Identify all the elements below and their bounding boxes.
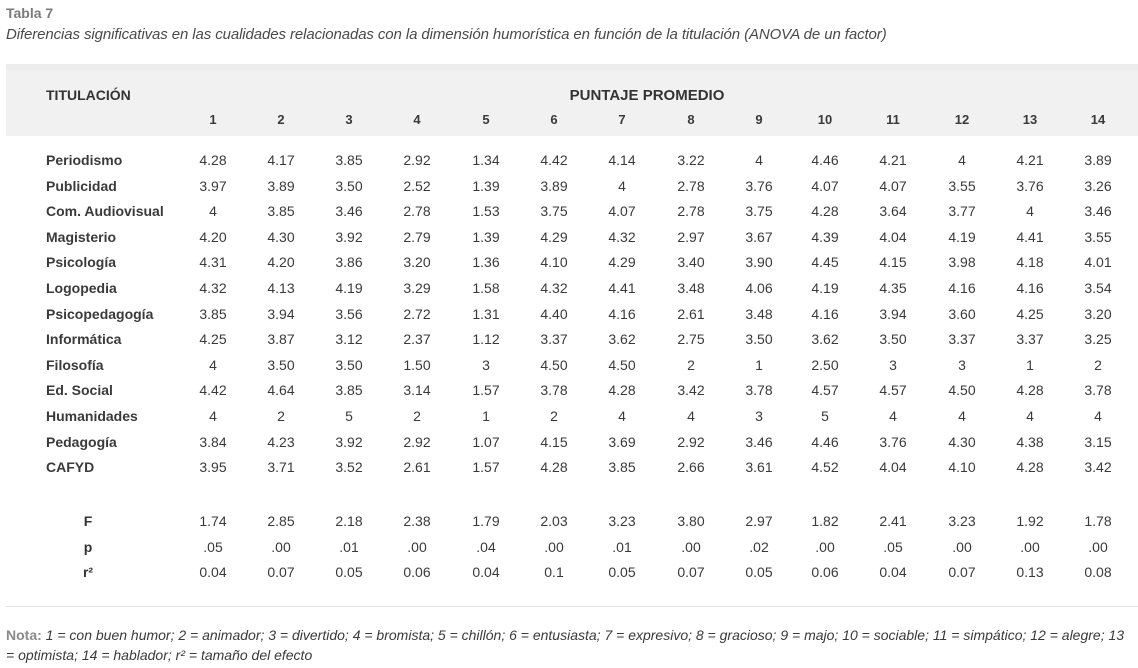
table-cell: 4.25 [1016,305,1044,322]
stat-cell: 0.04 [199,564,227,580]
table-cell: 4.07 [811,177,839,194]
table-cell: 4.39 [811,228,839,245]
stat-cell: .01 [612,539,632,555]
table-cell: 4.50 [608,356,636,373]
note-text: 1 = con buen humor; 2 = animador; 3 = divertido; 4 = bromista; 5 = chillón; 6 = entusiasta; 7 = expresivo; 8 = gracioso; 9 = majo; 10 = sociable; 11 = simpático; 12 = alegre; 13 = optimista; 14 = hablador; r² = tamaño del efecto [6,627,1125,663]
table-cell: 4.45 [811,254,839,271]
table-cell: 2.92 [403,433,431,450]
stat-cell: 2.38 [403,513,431,529]
table-cell: 3.25 [1084,331,1112,348]
table-cell: 3.85 [608,459,636,476]
table-cell: 4.07 [608,203,636,220]
row-label: Pedagogía [46,433,117,450]
table-cell: 4 [618,177,626,194]
stat-cell: 0.07 [267,564,295,580]
column-header-9: 9 [755,112,763,127]
table-cell: 4.16 [811,305,839,322]
table-cell: 2.75 [677,331,705,348]
stat-cell: 0.07 [948,564,976,580]
table-cell: 3.61 [745,459,773,476]
table-cell: 3.86 [335,254,363,271]
row-label: Psicología [46,254,117,271]
table-cell: 3.48 [677,280,705,296]
table-cell: 3.94 [879,305,907,322]
stat-cell: 0.06 [403,564,431,580]
table-cell: 1.39 [472,177,500,194]
table-cell: 4.23 [267,433,295,450]
table-cell: 4 [889,408,897,424]
table-cell: 4.20 [267,254,295,271]
stat-cell: 0.04 [472,564,500,580]
table-cell: 4 [958,408,966,424]
table-cell: 3.89 [1084,152,1112,168]
table-cell: 3.67 [745,228,773,245]
table-cell: 4.16 [608,305,636,322]
table-cell: 4.15 [879,254,907,271]
table-cell: 4.30 [267,228,295,245]
table-cell: 3.50 [267,356,295,373]
table-cell: 5 [821,408,829,424]
table-cell: 4.28 [608,382,636,399]
row-label: Informática [46,331,122,348]
table-cell: 3.48 [745,305,773,322]
column-header-6: 6 [550,112,558,127]
table-cell: 4.42 [199,382,227,399]
stat-cell: 1.92 [1016,513,1044,529]
table-cell: 4.25 [199,331,227,348]
table-cell: 2.78 [677,203,705,220]
table-cell: 4.04 [879,459,907,476]
table-cell: 3.26 [1084,177,1112,194]
table-cell: 3 [482,356,490,373]
stat-cell: 0.06 [811,564,839,580]
table-cell: 4.40 [540,305,568,322]
column-header-2: 2 [277,112,285,127]
table-cell: 4.15 [540,433,568,450]
table-cell: 2.92 [403,152,431,168]
table-cell: 4.50 [948,382,976,399]
stat-cell: .00 [407,539,427,555]
table-cell: 3.15 [1084,433,1112,450]
table-cell: 4.29 [540,228,568,245]
stat-cell: .00 [681,539,701,555]
table-cell: 4 [618,408,626,424]
table-cell: 4.28 [1016,382,1044,399]
stat-cell: 2.41 [879,513,907,529]
column-header-13: 13 [1022,112,1038,127]
table-cell: 3.90 [745,254,773,271]
table-cell: 4.19 [335,280,363,296]
table-cell: 3.62 [811,331,839,348]
table-cell: 4.10 [540,254,568,271]
table-cell: 3.69 [608,433,636,450]
table-cell: 4.18 [1016,254,1044,271]
table-cell: 3.46 [745,433,773,450]
table-cell: 4 [1094,408,1102,424]
table-cell: 3.84 [199,433,227,450]
table-cell: 3.52 [335,459,363,476]
table-cell: 1.12 [472,331,500,348]
table-cell: 4.21 [1016,152,1044,168]
table-cell: 3.46 [335,203,363,220]
table-cell: 1 [755,356,763,373]
table-cell: 4.52 [811,459,839,476]
stat-cell: .05 [883,539,903,555]
stat-cell: .00 [952,539,972,555]
row-label: Publicidad [46,177,117,194]
table-cell: 4.41 [608,280,636,296]
stat-cell: 3.80 [677,513,705,529]
note-label: Nota: [6,627,42,643]
table-cell: 5 [345,408,353,424]
table-cell: 3.76 [745,177,773,194]
table-cell: 4.38 [1016,433,1044,450]
table-cell: 4.16 [948,280,976,296]
table-cell: 2.72 [403,305,431,322]
table-cell: 3.20 [403,254,431,271]
table-cell: 3.64 [879,203,907,220]
stat-cell: 2.03 [540,513,568,529]
stat-cell: 1.82 [811,513,839,529]
row-label: Com. Audiovisual [46,203,164,220]
table-cell: 4.28 [199,152,227,168]
table-cell: 2 [1094,356,1102,373]
table-cell: 3.92 [335,228,363,245]
table-cell: 4.06 [745,280,773,296]
table-cell: 4.14 [608,152,636,168]
stat-cell: .05 [203,539,223,555]
table-cell: 3.42 [677,382,705,399]
table-cell: 1.07 [472,433,500,450]
table-cell: 3.94 [267,305,295,322]
table-cell: 4.42 [540,152,568,168]
stat-cell: .02 [749,539,769,555]
table-caption: Diferencias significativas en las cualidades relacionadas con la dimensión humorística en función de la titulación (ANOVA de un factor) [6,26,887,43]
table-cell: 2 [413,408,421,424]
table-cell: 1.31 [472,305,500,322]
table-cell: 2.50 [811,356,839,373]
table-cell: 4.20 [199,228,227,245]
table-cell: 1 [482,408,490,424]
table-cell: 1.57 [472,382,500,399]
table-cell: 4.30 [948,433,976,450]
stat-cell: .04 [476,539,496,555]
column-header-7: 7 [618,112,626,127]
table-cell: 2 [550,408,558,424]
table-cell: 1.36 [472,254,500,271]
table-cell: 2.78 [677,177,705,194]
stat-cell: 0.07 [677,564,705,580]
table-cell: 4 [687,408,695,424]
column-header-11: 11 [886,112,900,127]
table-cell: 3 [755,408,763,424]
stat-label: F [83,513,93,529]
table-cell: 3.62 [608,331,636,348]
table-cell: 3.60 [948,305,976,322]
table-cell: 3.42 [1084,459,1112,476]
table-cell: 3.37 [540,331,568,348]
row-label: CAFYD [46,459,95,476]
stat-cell: 1.78 [1084,513,1112,529]
table-label: Tabla 7 [6,5,54,21]
table-cell: 4.28 [811,203,839,220]
stat-cell: 1.74 [199,513,227,529]
table-cell: 4 [209,408,217,424]
row-label: Periodismo [46,152,123,168]
table-cell: 3.56 [335,305,363,322]
column-header-14: 14 [1090,112,1106,127]
table-cell: 4.41 [1016,228,1044,245]
table-cell: 3.40 [677,254,705,271]
table-cell: 3.50 [745,331,773,348]
table-cell: 3.85 [335,152,363,168]
table-cell: 3 [958,356,966,373]
table-cell: 3.78 [540,382,568,399]
stat-cell: 3.23 [608,513,636,529]
table-cell: 4.46 [811,433,839,450]
row-label: Filosofía [46,356,104,373]
row-label: Magisterio [46,228,117,245]
stat-cell: .00 [271,539,291,555]
table-cell: 4.31 [199,254,227,271]
puntaje-promedio-header: PUNTAJE PROMEDIO [569,87,725,104]
table-cell: 1.34 [472,152,500,168]
stat-cell: 0.05 [608,564,636,580]
table-cell: 2.52 [403,177,431,194]
table-cell: 1.58 [472,280,500,296]
stat-cell: 1.79 [472,513,500,529]
table-cell: 4.32 [608,228,636,245]
table-cell: 4.32 [199,280,227,296]
table-cell: 4.19 [948,228,976,245]
table-cell: 2.79 [403,228,431,245]
table-cell: 4.13 [267,280,295,296]
stat-cell: .00 [815,539,835,555]
stat-cell: 0.05 [745,564,773,580]
table-cell: 2 [687,356,695,373]
table-cell: 4.19 [811,280,839,296]
table-cell: 4.28 [1016,459,1044,476]
stat-cell: .00 [1088,539,1108,555]
table-cell: 3.50 [879,331,907,348]
table-cell: 3.37 [1016,331,1044,348]
table-cell: 3.50 [335,356,363,373]
table-cell: 4.21 [879,152,907,168]
table-cell: 4.57 [811,382,839,399]
table-cell: 4 [755,152,763,168]
table-cell: 3.50 [335,177,363,194]
titulacion-header: TITULACIÓN [46,87,131,103]
stat-cell: .00 [1020,539,1040,555]
column-header-10: 10 [817,112,833,127]
table-cell: 3.54 [1084,280,1112,296]
stat-label: r² [82,564,94,580]
table-cell: 2.78 [403,203,431,220]
stat-cell: 0.04 [879,564,907,580]
table-cell: 4.46 [811,152,839,168]
table-cell: 4.57 [879,382,907,399]
stat-cell: 0.13 [1016,564,1044,580]
table-cell: 4.32 [540,280,568,296]
table-cell: 4 [209,356,217,373]
table-cell: 3.22 [677,152,705,168]
data-table [6,64,1138,607]
table-cell: 3.75 [540,203,568,220]
table-cell: 3.76 [1016,177,1044,194]
stat-cell: 2.18 [335,513,363,529]
column-header-12: 12 [954,112,970,127]
table-cell: 3.71 [267,459,295,476]
table-cell: 1.50 [403,356,431,373]
stat-cell: 0.05 [335,564,363,580]
table-cell: 3.29 [403,280,431,296]
table-cell: 1.39 [472,228,500,245]
table-cell: 4.29 [608,254,636,271]
table-cell: 2.97 [677,228,705,245]
table-cell: 3.77 [948,203,976,220]
stat-label: p [83,539,93,555]
stat-cell: 2.85 [267,513,295,529]
table-cell: 4 [958,152,966,168]
table-cell: 4 [209,203,217,220]
table-cell: 1.53 [472,203,500,220]
table-cell: 3.20 [1084,305,1112,322]
table-cell: 3.76 [879,433,907,450]
table-cell: 3.89 [540,177,568,194]
table-cell: 2.66 [677,459,705,476]
column-header-1: 1 [209,112,217,127]
table-cell: 4.10 [948,459,976,476]
stat-cell: 2.97 [745,513,773,529]
table-cell: 3.55 [948,177,976,194]
table-note [6,625,1131,665]
column-header-4: 4 [413,112,421,127]
table-cell: 3.97 [199,177,227,194]
table-cell: 4.17 [267,152,295,168]
column-header-5: 5 [482,112,490,127]
table-cell: 4.50 [540,356,568,373]
table-cell: 3.89 [267,177,295,194]
stat-cell: .01 [339,539,359,555]
table-cell: 4.16 [1016,280,1044,296]
table-cell: 4.35 [879,280,907,296]
table-cell: 2.37 [403,331,431,348]
table-cell: 3.14 [403,382,431,399]
stat-cell: 3.23 [948,513,976,529]
table-cell: 4.64 [267,382,295,399]
table-cell: 3.55 [1084,228,1112,245]
table-cell: 4.28 [540,459,568,476]
row-label: Logopedia [46,280,117,296]
table-cell: 2.61 [677,305,705,322]
table-cell: 3.87 [267,331,295,348]
table-cell: 4.01 [1084,254,1112,271]
table-cell: 3.78 [745,382,773,399]
table-cell: 4.07 [879,177,907,194]
table-cell: 3.78 [1084,382,1112,399]
table-cell: 2.92 [677,433,705,450]
row-label: Psicopedagogía [46,305,154,322]
stat-cell: .00 [544,539,564,555]
table-cell: 4.04 [879,228,907,245]
table-cell: 4 [1026,203,1034,220]
table-cell: 1.57 [472,459,500,476]
table-cell: 3.75 [745,203,773,220]
table-cell: 3.85 [335,382,363,399]
stat-cell: 0.08 [1084,564,1112,580]
row-label: Ed. Social [46,382,113,399]
table-cell: 3.85 [267,203,295,220]
row-label: Humanidades [46,408,138,424]
table-cell: 1 [1026,356,1034,373]
table-cell: 3.46 [1084,203,1112,220]
column-header-8: 8 [687,112,695,127]
table-cell: 4 [1026,408,1034,424]
column-header-3: 3 [345,112,353,127]
table-cell: 3.92 [335,433,363,450]
table-cell: 3.12 [335,331,363,348]
table-cell: 3 [889,356,897,373]
table-cell: 3.85 [199,305,227,322]
table-cell: 2.61 [403,459,431,476]
table-cell: 3.98 [948,254,976,271]
table-cell: 2 [277,408,285,424]
table-cell: 3.37 [948,331,976,348]
stat-cell: 0.1 [544,564,564,580]
table-cell: 3.95 [199,459,227,476]
